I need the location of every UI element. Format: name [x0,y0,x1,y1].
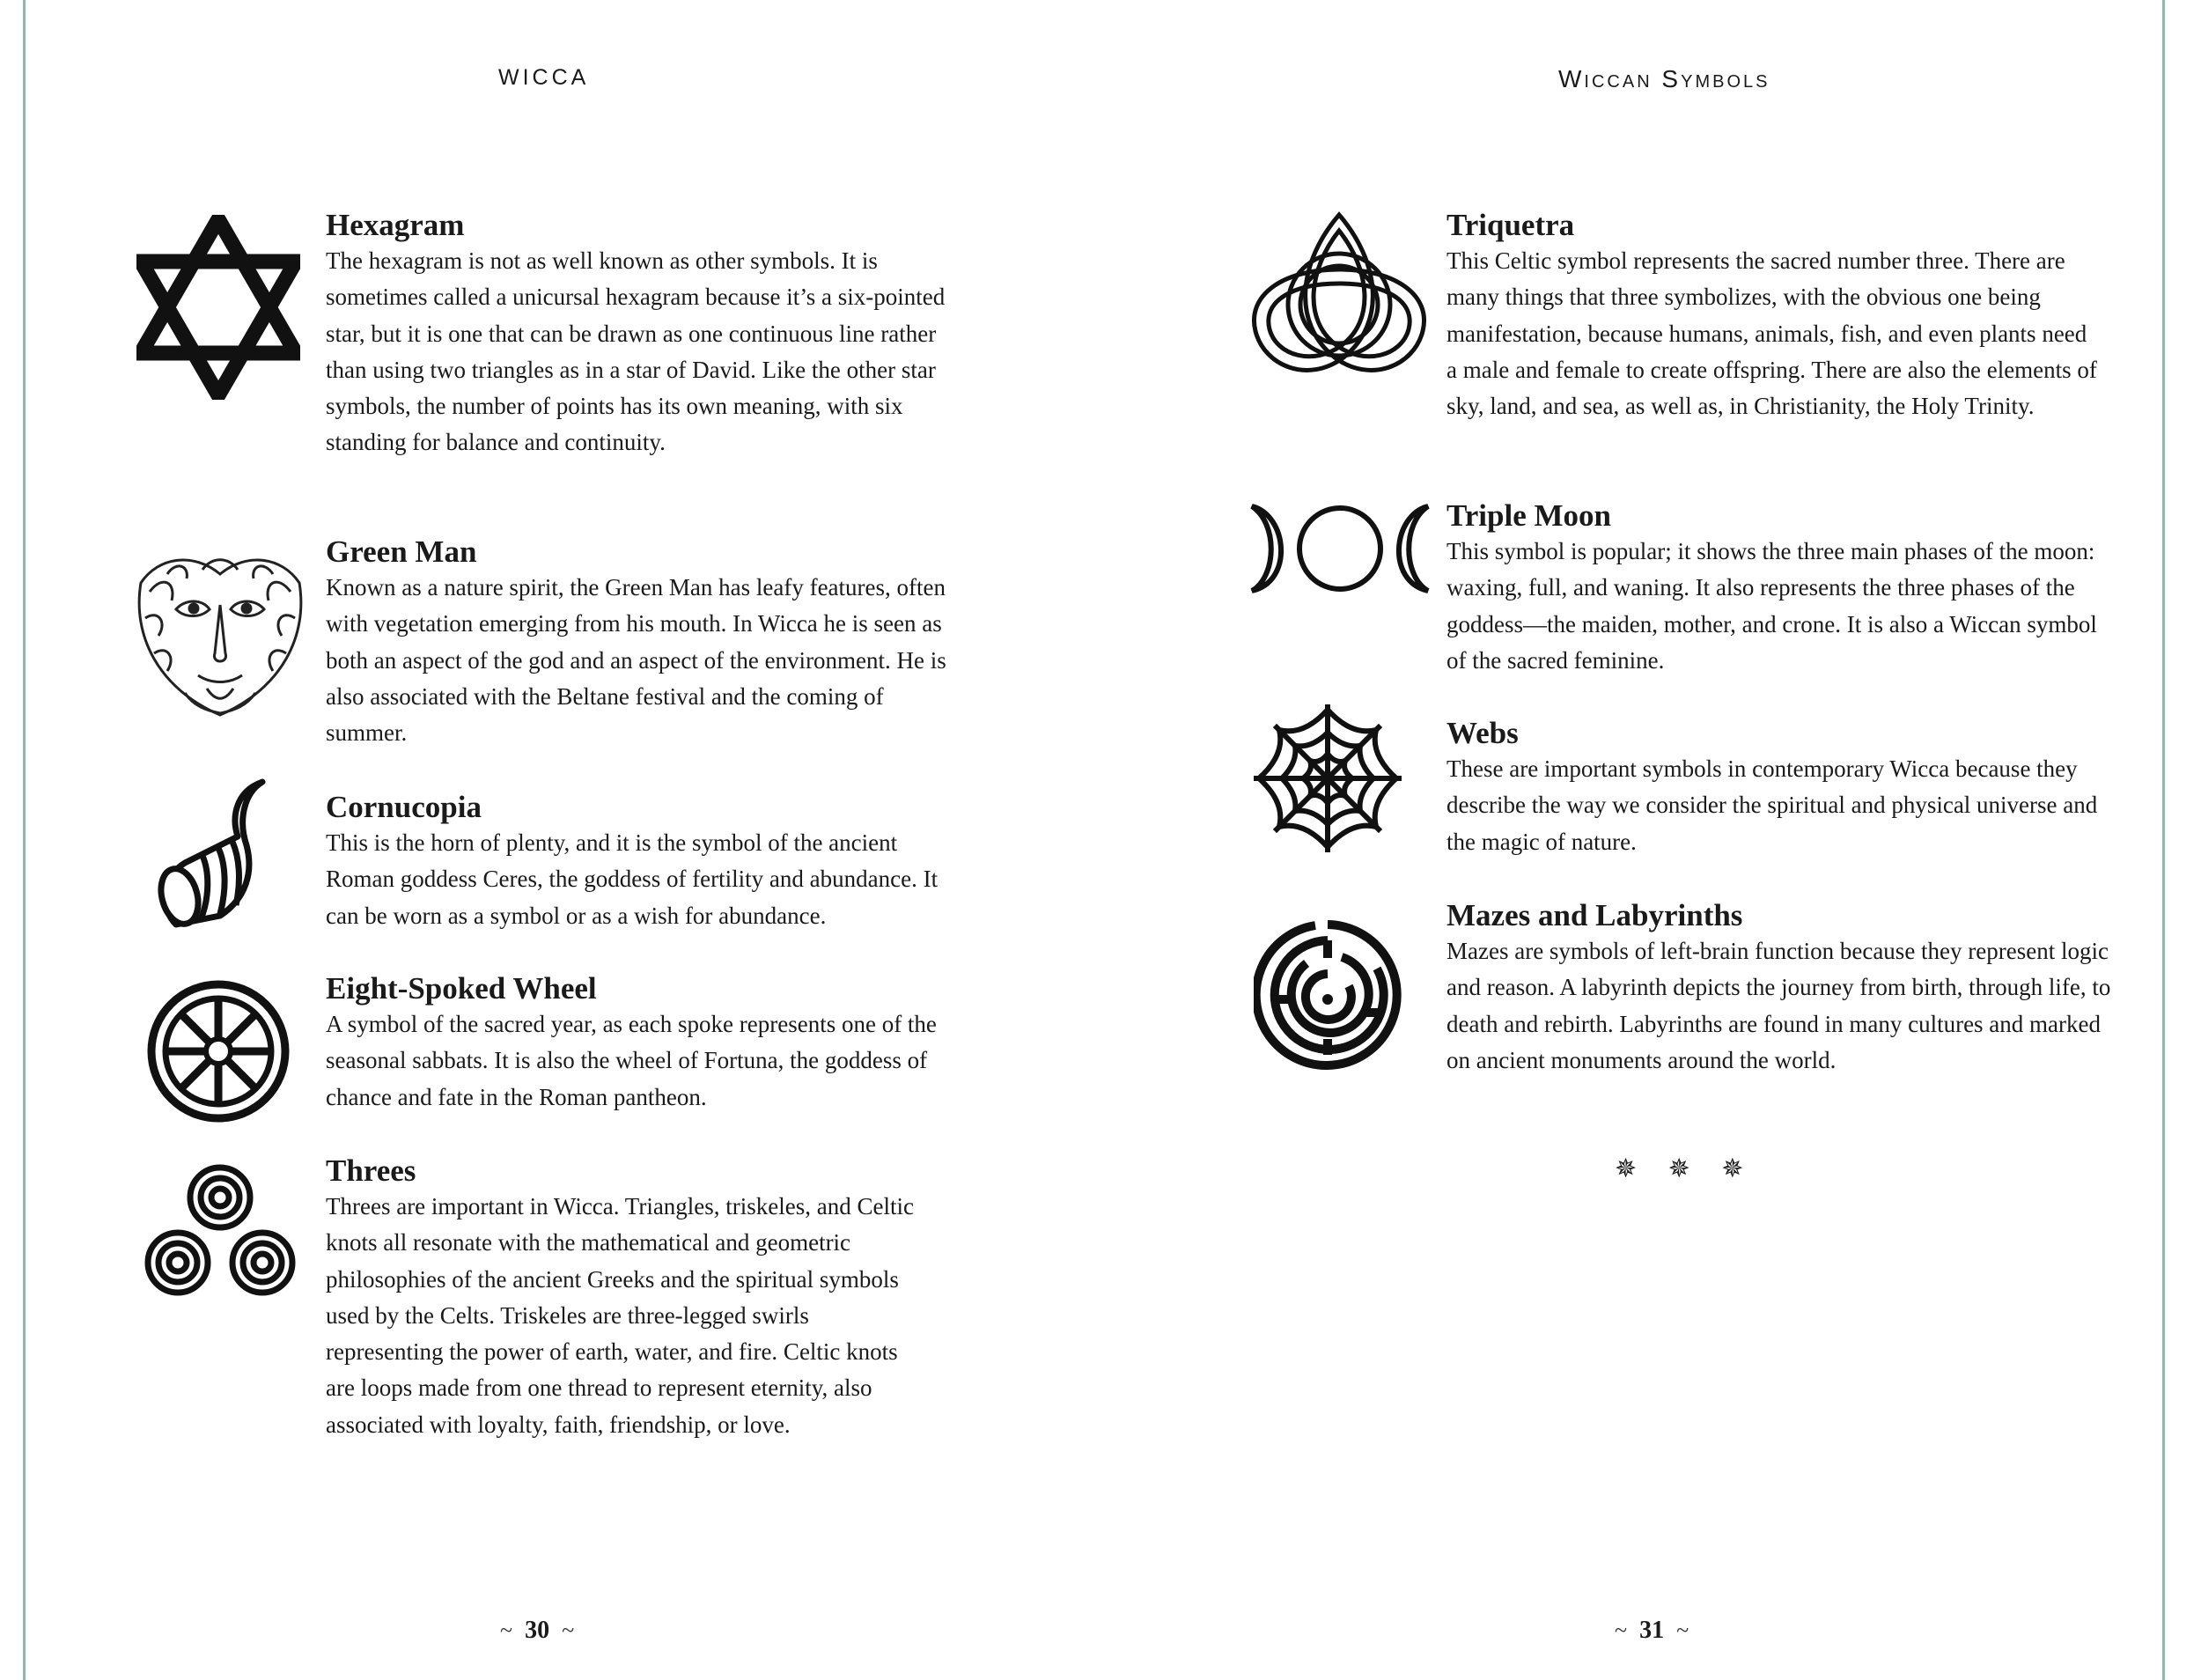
page-number-left [500,1617,574,1645]
running-head-left: WICCA [498,65,590,90]
spider-web-icon [1250,701,1405,856]
green-man-icon [123,539,317,733]
page-number-right [1615,1617,1689,1645]
entry-threes [326,1153,924,1443]
entry-title: Eight-Spoked Wheel [326,971,597,1006]
folio-ornament-right-icon: ~ [562,1617,575,1643]
entry-text: Mazes are symbols of left-brain function because they represent logic and reason. A labyrinth depicts the journey from birth, through life, to death and rebirth. Labyrinths are found in many cultures and marked on ancient monuments around the world. [1446,938,2111,1073]
hexagram-icon [136,215,300,400]
triquetra-icon [1247,208,1432,379]
entry-text: Threes are important in Wicca. Triangles, triskeles, and Celtic knots all resonate with the mathematical and geometric philosophies of the ancient Greeks and the spiritual symbols used by the Celts. Triskeles are three-legged swirls representing the power of earth, water, and fire. Celtic knots are loops made from one thread to represent eternity, also associated with loyalty, faith, friendship, or love. [326,1193,914,1438]
entry-title: Webs [1446,716,1519,750]
folio-ornament-left-icon: ~ [1615,1617,1628,1643]
labyrinth-icon [1254,916,1402,1083]
entry-text: This symbol is popular; it shows the three main phases of the moon: waxing, full, and waning. It also represents the three phases of the goddess—the maiden, mother, and crone. It is also a Wiccan symbol of the sacred feminine. [1446,538,2097,674]
entry-hexagram [326,208,960,461]
entry-triquetra [1446,208,2098,424]
eight-spoked-wheel-icon [146,979,291,1124]
entry-text: A symbol of the sacred year, as each spoke represents one of the seasonal sabbats. It is also the wheel of Fortuna, the goddess of chance and fate in the Roman pantheon. [326,1011,937,1110]
entry-title: Triple Moon [1446,498,1611,533]
left-border [23,0,26,1680]
cornucopia-icon [150,775,291,933]
entry-text: This is the horn of plenty, and it is the symbol of the ancient Roman goddess Ceres, the goddess of fertility and abundance. It can be worn as a symbol or as a wish for abundance. [326,829,939,929]
entry-title: Threes [326,1153,416,1188]
triple-moon-icon [1243,502,1437,595]
entry-triple-moon [1446,498,2098,679]
entry-title: Cornucopia [326,790,482,824]
entry-text: Known as a nature spirit, the Green Man has leafy features, often with vegetation emerging from his mouth. In Wicca he is seen as both an aspect of the god and an aspect of the environment. He is also associated with the Beltane festival and the coming of summer. [326,574,946,747]
entry-title: Green Man [326,534,477,569]
entry-text: The hexagram is not as well known as other symbols. It is sometimes called a unicursal hexagram because it’s a six-pointed star, but it is one that can be drawn as one continuous line rather than using two triangles as in a star of David. Like the other star symbols, the number of points has its own meaning, with six standing for balance and continuity. [326,247,946,456]
running-head-right: Wiccan Symbols [1558,65,1770,92]
entry-text: This Celtic symbol represents the sacred number three. There are many things that three symbolizes, with the obvious one being manifestation, because humans, animals, fish, and even plants need a male and female to create offspring. There are also the elements of sky, land, and sea, as well as, in Christianity, the Holy Trinity. [1446,247,2097,420]
entry-title: Mazes and Labyrinths [1446,898,1743,932]
folio-ornament-left-icon: ~ [500,1617,513,1643]
right-border [2162,0,2165,1680]
entry-eight-spoked-wheel [326,971,960,1116]
entry-cornucopia [326,790,968,934]
entry-mazes-labyrinths [1446,898,2116,1079]
section-end-ornament: ✵ ✵ ✵ [1615,1154,1756,1183]
folio-ornament-right-icon: ~ [1676,1617,1689,1643]
page-number: 30 [525,1617,550,1644]
entry-title: Triquetra [1446,208,1575,242]
page-number: 31 [1639,1617,1665,1644]
entry-webs [1446,716,2098,860]
triskele-icon [143,1162,298,1300]
entry-title: Hexagram [326,208,465,242]
entry-text: These are important symbols in contemporary Wicca because they describe the way we consider the spiritual and physical universe and the magic of nature. [1446,755,2098,855]
entry-green-man [326,534,960,751]
